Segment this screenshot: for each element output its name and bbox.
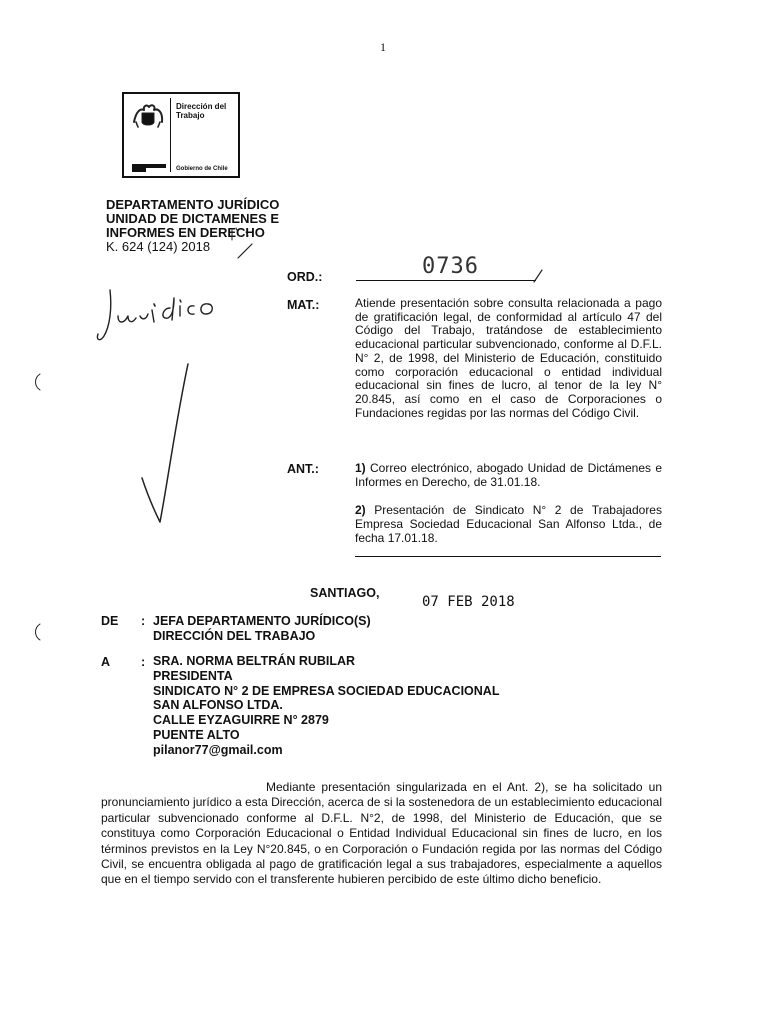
ord-slash (530, 268, 546, 284)
section-divider (355, 556, 661, 557)
file-reference: K. 624 (124) 2018 (106, 239, 211, 254)
ant-item-1: 1) Correo electrónico, abogado Unidad de Dictámenes e Informes en Derecho, de 31.01.18. (355, 461, 662, 489)
to-key: A (101, 655, 111, 669)
punch-hole-mark (30, 622, 44, 642)
coat-of-arms-icon (130, 100, 166, 130)
ord-number: 0736 (422, 254, 479, 279)
ord-label: ORD.: (287, 270, 323, 284)
ord-underline (356, 280, 536, 281)
recipient-title: PRESIDENTA (153, 668, 233, 683)
recipient-block (153, 654, 499, 758)
recipient-street: CALLE EYZAGUIRRE N° 2879 (153, 713, 329, 728)
recipient-city: PUENTE ALTO (153, 727, 240, 742)
check-mark-icon (140, 360, 200, 530)
place-label: SANTIAGO, (310, 586, 380, 600)
recipient-name: SRA. NORMA BELTRÁN RUBILAR (153, 654, 356, 668)
date-stamp: 07 FEB 2018 (422, 594, 515, 610)
punch-hole-mark (30, 372, 44, 392)
recipient-organization: SINDICATO N° 2 DE EMPRESA SOCIEDAD EDUCACIONAL (153, 683, 500, 698)
page-number: 1 (380, 40, 386, 54)
logo-government: Gobierno de Chile (176, 166, 228, 172)
handwritten-note (88, 280, 248, 352)
department-line-1: DEPARTAMENTO JURÍDICO (106, 197, 280, 212)
mat-text: Atiende presentación sobre consulta relacionada a pago de gratificación legal, de conformidad al artículo 47 del Código del Trabajo, tratándose de establecimiento educacional particular subvencionado, conforme al D.F.L. N° 2, de 1998, del Ministerio de Educación, constituido como corporación educacional o entidad individual educacional sin fines de lucro, al tenor de la ley N° 20.845, así como en el caso de Corporaciones o Fundaciones regidas por las normas del Código Civil. (355, 296, 662, 420)
institution-logo (122, 92, 240, 178)
from-colon: : (141, 614, 146, 628)
to-colon: : (141, 655, 146, 669)
from-key: DE (101, 614, 119, 628)
flag-bar (132, 164, 166, 172)
handwritten-slash-marks (218, 226, 262, 260)
logo-divider (170, 98, 171, 172)
mat-label: MAT.: (287, 298, 320, 312)
from-block (153, 614, 371, 643)
logo-title: Dirección del Trabajo (176, 102, 227, 120)
department-line-3: INFORMES EN DERECHO (106, 225, 265, 240)
body-paragraph: Mediante presentación singularizada en el Ant. 2), se ha solicitado un pronunciamiento jurídico a esta Dirección, acerca de si la sostenedora de un establecimiento educacional particular subvencionado conforme al D.F.L. N°2, de 1998, del Ministerio de Educación, que se constituya como Corporación Educacional o Entidad Individual Educacional sin fines de lucro, en los términos previstos en la Ley N°20.845, o en Corporación o Fundación regida por las normas del Código Civil, se encuentra obligada al pago de gratificación legal a sus trabajadores, especialmente a aquellos que en el tiempo servido con el transferente hubieren percibido de este último dicho beneficio. (101, 780, 662, 887)
ant-item-2: 2) Presentación de Sindicato N° 2 de Trabajadores Empresa Sociedad Educacional San Alfonso Ltda., de fecha 17.01.18. (355, 503, 662, 545)
from-line-2: DIRECCIÓN DEL TRABAJO (153, 628, 316, 643)
department-line-2: UNIDAD DE DICTAMENES E (106, 211, 280, 226)
from-line-1: JEFA DEPARTAMENTO JURÍDICO(S) (153, 614, 371, 628)
recipient-organization-2: SAN ALFONSO LTDA. (153, 698, 283, 713)
ant-label: ANT.: (287, 462, 319, 476)
recipient-email: pilanor77@gmail.com (153, 742, 283, 757)
